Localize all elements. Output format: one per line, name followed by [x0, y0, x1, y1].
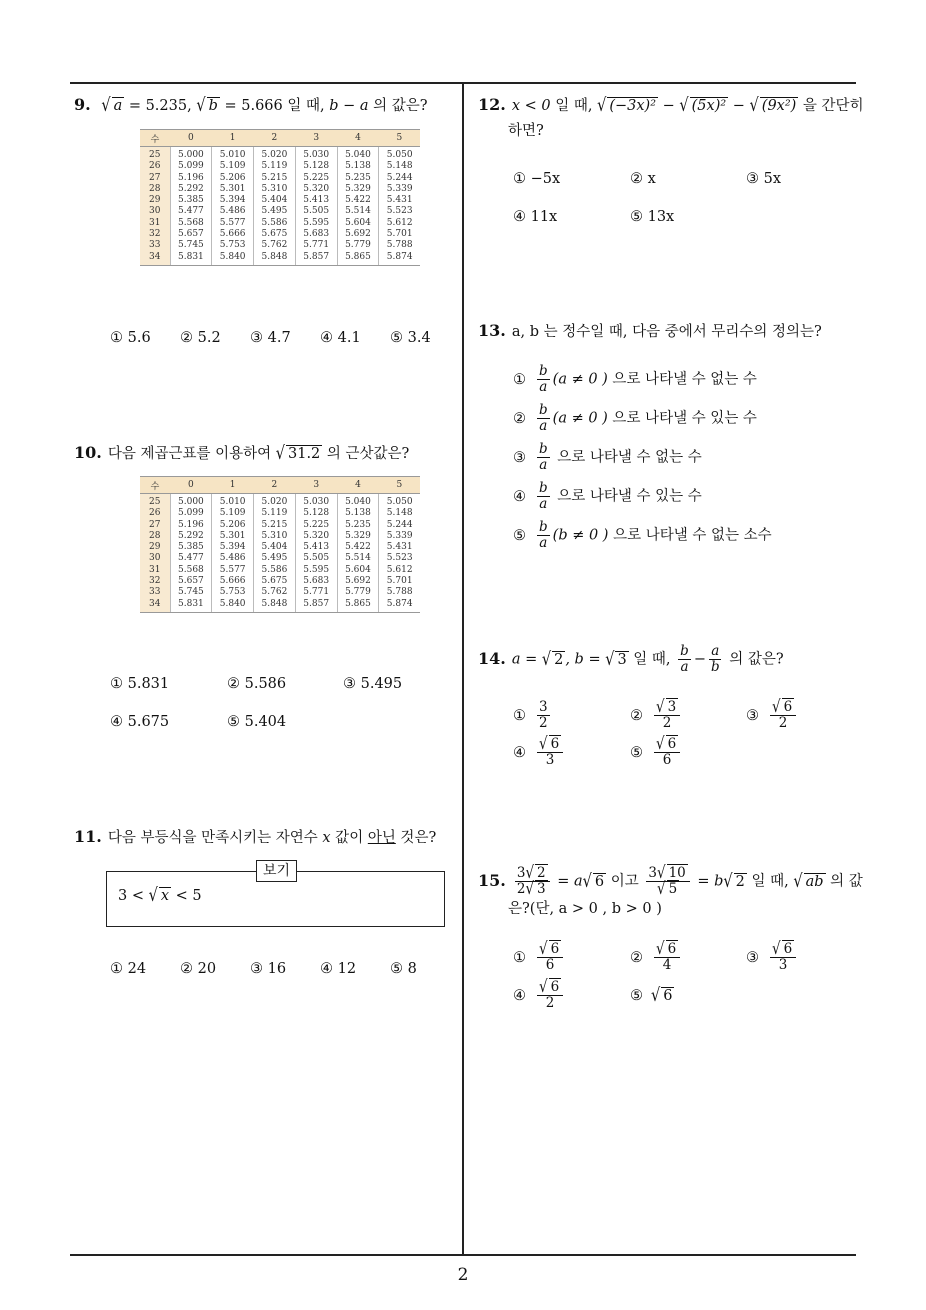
table-cell: 5.404	[254, 542, 296, 553]
fraction-b-over-a: $\frac{b}{a}$	[539, 402, 548, 434]
option-text: 으로 나타낼 수 있는 수	[607, 410, 757, 427]
table-cell: 5.604	[337, 218, 379, 229]
table-cell: 5.225	[295, 173, 337, 184]
table-cell: 5.595	[295, 218, 337, 229]
table-header-cell: 3	[295, 130, 337, 147]
table-cell: 5.771	[295, 587, 337, 598]
option-2: ② 5.2	[180, 330, 221, 346]
table-cell: 5.206	[212, 173, 254, 184]
table-cell: 5.320	[295, 531, 337, 542]
option-mark: ②	[630, 707, 643, 724]
question-number: 11.	[74, 827, 102, 846]
table-cell: 5.857	[295, 599, 337, 613]
bogi-label: 보기	[256, 860, 297, 882]
table-row-header: 31	[140, 218, 170, 229]
option-condition: (a ≠ 0 )	[552, 371, 608, 388]
fraction-b-over-a: $\frac{b}{a}$	[539, 363, 548, 395]
table-row	[140, 240, 420, 251]
table-cell: 5.339	[379, 531, 420, 542]
table-cell: 5.148	[379, 161, 420, 172]
option-condition: (b ≠ 0 )	[552, 527, 609, 544]
table-row-header: 28	[140, 184, 170, 195]
table-row-header: 33	[140, 587, 170, 598]
table-cell: 5.477	[170, 206, 212, 217]
table-cell: 5.206	[212, 520, 254, 531]
option-5: ⑤ 3.4	[390, 330, 431, 346]
table-cell: 5.138	[337, 161, 379, 172]
square-root-table	[140, 476, 420, 613]
table-cell: 5.477	[170, 553, 212, 564]
table-row	[140, 252, 420, 266]
question-12-line2: 하면?	[508, 123, 544, 139]
table-cell: 5.244	[379, 520, 420, 531]
table-cell: 5.831	[170, 252, 212, 266]
table-cell: 5.831	[170, 599, 212, 613]
option-fraction: $\frac{√ 6}{2}$	[770, 700, 796, 731]
table-cell: 5.514	[337, 553, 379, 564]
table-row-header: 33	[140, 240, 170, 251]
option-fraction: $\frac{√ 6}{3}$	[770, 942, 796, 973]
table-row	[140, 520, 420, 531]
table-cell: 5.577	[212, 565, 254, 576]
option-3	[746, 938, 799, 973]
table-cell: 5.148	[379, 508, 420, 519]
table-cell: 5.310	[254, 531, 296, 542]
table-cell: 5.745	[170, 587, 212, 598]
option-1: ① 24	[110, 961, 147, 977]
sqrt-31-2: √ 31.2	[275, 444, 321, 464]
table-cell: 5.413	[295, 542, 337, 553]
table-cell: 5.874	[379, 252, 420, 266]
table-row-header: 32	[140, 229, 170, 240]
option-fraction: $\frac{√ 3}{2}$	[654, 700, 680, 731]
option-5: ⑤ 13x	[630, 209, 675, 225]
option-2	[630, 696, 683, 731]
table-cell: 5.000	[170, 147, 212, 162]
table-cell: 5.762	[254, 240, 296, 251]
sqrt-a: √ a	[101, 96, 123, 116]
table-row-header: 34	[140, 599, 170, 613]
table-row	[140, 184, 420, 195]
table-cell: 5.612	[379, 218, 420, 229]
option-5: ⑤ 8	[390, 961, 417, 977]
option-mark: ②	[513, 410, 526, 427]
table-cell: 5.753	[212, 240, 254, 251]
table-cell: 5.119	[254, 161, 296, 172]
table-row-header: 25	[140, 147, 170, 162]
table-row	[140, 542, 420, 553]
table-cell: 5.320	[295, 184, 337, 195]
option-2: ② 20	[180, 961, 217, 977]
table-cell: 5.505	[295, 206, 337, 217]
table-row-header: 31	[140, 565, 170, 576]
table-cell: 5.788	[379, 587, 420, 598]
table-cell: 5.138	[337, 508, 379, 519]
option-mark: ③	[746, 949, 759, 966]
question-number: 14.	[478, 648, 506, 668]
table-cell: 5.692	[337, 229, 379, 240]
table-header-cell: 5	[379, 477, 420, 494]
table-cell: 5.119	[254, 508, 296, 519]
table-cell: 5.225	[295, 520, 337, 531]
table-row-header: 32	[140, 576, 170, 587]
option-4	[513, 481, 702, 512]
table-cell: 5.848	[254, 599, 296, 613]
table-header-cell: 2	[254, 477, 296, 494]
option-1: ① 5.6	[110, 330, 151, 346]
table-row-header: 27	[140, 173, 170, 184]
table-cell: 5.701	[379, 229, 420, 240]
option-mark: ①	[513, 707, 526, 724]
table-row	[140, 229, 420, 240]
table-cell: 5.050	[379, 494, 420, 509]
option-mark: ①	[513, 949, 526, 966]
table-cell: 5.857	[295, 252, 337, 266]
table-row-header: 34	[140, 252, 170, 266]
option-fraction: $\frac{√ 6}{6}$	[537, 942, 563, 973]
table-cell: 5.030	[295, 147, 337, 162]
question-14: 14. a = √ 2 , b = √ 3 일 때, $\frac{b}{a}$ − $\frac{a}{b}$ 의 값은?	[478, 643, 784, 675]
table-row	[140, 508, 420, 519]
table-cell: 5.568	[170, 565, 212, 576]
table-cell: 5.745	[170, 240, 212, 251]
table-cell: 5.523	[379, 553, 420, 564]
option-text: 으로 나타낼 수 없는 수	[552, 449, 702, 466]
table-cell: 5.840	[212, 599, 254, 613]
table-header-cell: 1	[212, 477, 254, 494]
option-mark: ①	[513, 371, 526, 388]
option-4: ④ 11x	[513, 209, 558, 225]
option-mark: ③	[746, 707, 759, 724]
table-cell: 5.675	[254, 229, 296, 240]
table-row-header: 27	[140, 520, 170, 531]
table-cell: 5.771	[295, 240, 337, 251]
table-row-header: 29	[140, 542, 170, 553]
table-row	[140, 576, 420, 587]
question-number: 9.	[74, 95, 91, 114]
question-9: 9. √ a = 5.235, √ b = 5.666 일 때, b − a 의 값은?	[74, 95, 428, 116]
option-text: 으로 나타낼 수 없는 소수	[608, 527, 772, 544]
option-fraction: $\frac{√ 6}{6}$	[654, 737, 680, 768]
table-cell: 5.422	[337, 542, 379, 553]
option-3: ③ 4.7	[250, 330, 291, 346]
table-cell: 5.040	[337, 147, 379, 162]
table-cell: 5.431	[379, 542, 420, 553]
table-cell: 5.385	[170, 542, 212, 553]
table-row	[140, 494, 420, 509]
option-mark: ④	[513, 987, 526, 1004]
option-1	[513, 700, 553, 731]
option-mark: ⑤	[513, 527, 526, 544]
table-cell: 5.422	[337, 195, 379, 206]
option-text: 으로 나타낼 수 있는 수	[552, 488, 702, 505]
option-1	[513, 938, 566, 973]
table-cell: 5.339	[379, 184, 420, 195]
fraction-b-over-a: $\frac{b}{a}$	[539, 480, 548, 512]
table-row	[140, 173, 420, 184]
table-header-cell: 0	[170, 130, 212, 147]
fraction-b-over-a: $\frac{b}{a}$	[539, 519, 548, 551]
table-row	[140, 565, 420, 576]
table-cell: 5.109	[212, 508, 254, 519]
table-row	[140, 599, 420, 613]
table-cell: 5.595	[295, 565, 337, 576]
option-1: ① 5.831	[110, 676, 170, 692]
table-cell: 5.612	[379, 565, 420, 576]
table-cell: 5.020	[254, 494, 296, 509]
table-cell: 5.109	[212, 161, 254, 172]
table-cell: 5.568	[170, 218, 212, 229]
table-header-cell: 1	[212, 130, 254, 147]
table-cell: 5.865	[337, 252, 379, 266]
column-divider	[462, 82, 464, 1256]
option-text: 으로 나타낼 수 없는 수	[607, 371, 757, 388]
table-cell: 5.848	[254, 252, 296, 266]
table-cell: 5.788	[379, 240, 420, 251]
option-fraction: $\frac{√ 6}{3}$	[537, 737, 563, 768]
table-cell: 5.779	[337, 240, 379, 251]
table-header-cell: 5	[379, 130, 420, 147]
table-cell: 5.779	[337, 587, 379, 598]
table-cell: 5.301	[212, 184, 254, 195]
option-3: ③ 5.495	[343, 676, 403, 692]
table-cell: 5.244	[379, 173, 420, 184]
table-header-cell: 수	[140, 477, 170, 494]
option-mark: ③	[513, 449, 526, 466]
table-cell: 5.010	[212, 147, 254, 162]
option-fraction: $\frac{√ 6}{4}$	[654, 942, 680, 973]
option-5	[630, 733, 683, 768]
table-cell: 5.010	[212, 494, 254, 509]
table-row-header: 25	[140, 494, 170, 509]
table-cell: 5.683	[295, 229, 337, 240]
table-cell: 5.666	[212, 229, 254, 240]
table-cell: 5.692	[337, 576, 379, 587]
table-cell: 5.215	[254, 173, 296, 184]
table-cell: 5.874	[379, 599, 420, 613]
table-row	[140, 161, 420, 172]
question-15: 15. $\frac{3√ 2}{2√ 3}$ = a√ 6 이고 $\frac{3√ 10}{√ 5}$ = b√ 2 일 때, √ ab 의 값	[478, 862, 863, 899]
table-header-cell: 수	[140, 130, 170, 147]
fraction-b-over-a: $\frac{b}{a}$	[539, 441, 548, 473]
option-fraction: $\frac{√ 6}{2}$	[537, 980, 563, 1011]
option-2	[513, 403, 757, 434]
question-12: 12. x < 0 일 때, √ (−3x)² − √ (5x)² − √ (9x²) 을 간단히	[478, 95, 864, 116]
table-cell: 5.099	[170, 161, 212, 172]
option-3	[746, 696, 799, 731]
option-mark: ⑤	[630, 744, 643, 761]
table-cell: 5.385	[170, 195, 212, 206]
table-cell: 5.215	[254, 520, 296, 531]
option-5	[513, 520, 772, 551]
option-4: ④ 12	[320, 961, 357, 977]
table-cell: 5.329	[337, 184, 379, 195]
table-cell: 5.431	[379, 195, 420, 206]
option-1: ① −5x	[513, 171, 561, 187]
table-cell: 5.394	[212, 195, 254, 206]
option-fraction: $\frac{3}{2}$	[539, 699, 548, 731]
table-cell: 5.604	[337, 565, 379, 576]
sqrt-b: √ b	[196, 96, 218, 116]
table-cell: 5.128	[295, 508, 337, 519]
table-cell: 5.099	[170, 508, 212, 519]
table-cell: 5.753	[212, 587, 254, 598]
table-cell: 5.701	[379, 576, 420, 587]
table-row	[140, 553, 420, 564]
bogi-inequality: 3 < √ x < 5	[118, 886, 202, 906]
table-header-cell: 4	[337, 477, 379, 494]
option-5: ⑤ √ 6	[630, 986, 673, 1006]
option-5: ⑤ 5.404	[227, 714, 287, 730]
table-cell: 5.404	[254, 195, 296, 206]
table-cell: 5.050	[379, 147, 420, 162]
table-cell: 5.235	[337, 173, 379, 184]
table-cell: 5.394	[212, 542, 254, 553]
option-4	[513, 976, 566, 1011]
table-row	[140, 147, 420, 162]
page-number: 2	[457, 1265, 469, 1285]
table-cell: 5.495	[254, 553, 296, 564]
option-4: ④ 4.1	[320, 330, 361, 346]
question-number: 12.	[478, 95, 506, 114]
table-cell: 5.486	[212, 206, 254, 217]
table-cell: 5.675	[254, 576, 296, 587]
table-cell: 5.329	[337, 531, 379, 542]
table-header-cell: 2	[254, 130, 296, 147]
table-row-header: 29	[140, 195, 170, 206]
question-10: 10. 다음 제곱근표를 이용하여 √ 31.2 의 근삿값은?	[74, 443, 410, 464]
question-number: 10.	[74, 443, 102, 462]
option-mark: ②	[630, 949, 643, 966]
table-row-header: 26	[140, 161, 170, 172]
table-cell: 5.586	[254, 565, 296, 576]
table-cell: 5.292	[170, 184, 212, 195]
table-cell: 5.683	[295, 576, 337, 587]
table-cell: 5.235	[337, 520, 379, 531]
table-cell: 5.020	[254, 147, 296, 162]
table-row-header: 26	[140, 508, 170, 519]
table-cell: 5.040	[337, 494, 379, 509]
table-cell: 5.128	[295, 161, 337, 172]
table-cell: 5.301	[212, 531, 254, 542]
table-cell: 5.865	[337, 599, 379, 613]
table-row	[140, 206, 420, 217]
option-2	[630, 938, 683, 973]
table-cell: 5.000	[170, 494, 212, 509]
table-cell: 5.586	[254, 218, 296, 229]
bottom-rule	[70, 1254, 856, 1256]
table-cell: 5.292	[170, 531, 212, 542]
table-cell: 5.657	[170, 229, 212, 240]
table-header-cell: 4	[337, 130, 379, 147]
table-cell: 5.196	[170, 173, 212, 184]
option-mark: ④	[513, 744, 526, 761]
question-number: 13.	[478, 321, 506, 340]
option-2: ② 5.586	[227, 676, 287, 692]
square-root-table	[140, 129, 420, 266]
table-cell: 5.666	[212, 576, 254, 587]
option-3: ③ 5x	[746, 171, 782, 187]
table-cell: 5.505	[295, 553, 337, 564]
option-mark: ⑤	[630, 988, 643, 1004]
table-cell: 5.840	[212, 252, 254, 266]
table-cell: 5.486	[212, 553, 254, 564]
option-2: ② x	[630, 171, 656, 187]
question-number: 15.	[478, 870, 506, 890]
table-row	[140, 218, 420, 229]
table-cell: 5.577	[212, 218, 254, 229]
table-row-header: 30	[140, 206, 170, 217]
table-row	[140, 195, 420, 206]
option-4: ④ 5.675	[110, 714, 170, 730]
option-condition: (a ≠ 0 )	[552, 410, 608, 427]
option-mark: ④	[513, 488, 526, 505]
question-15-line2: 은?(단, a > 0 , b > 0 )	[508, 901, 662, 917]
table-cell: 5.762	[254, 587, 296, 598]
table-row-header: 28	[140, 531, 170, 542]
table-header-cell: 0	[170, 477, 212, 494]
table-cell: 5.413	[295, 195, 337, 206]
table-cell: 5.196	[170, 520, 212, 531]
option-1	[513, 364, 757, 395]
option-4	[513, 733, 566, 768]
table-cell: 5.495	[254, 206, 296, 217]
table-cell: 5.030	[295, 494, 337, 509]
table-row	[140, 531, 420, 542]
table-row	[140, 587, 420, 598]
option-3: ③ 16	[250, 961, 287, 977]
table-row-header: 30	[140, 553, 170, 564]
table-cell: 5.523	[379, 206, 420, 217]
table-cell: 5.657	[170, 576, 212, 587]
option-3	[513, 442, 702, 473]
table-cell: 5.310	[254, 184, 296, 195]
table-cell: 5.514	[337, 206, 379, 217]
question-13: 13. a, b 는 정수일 때, 다음 중에서 무리수의 정의는?	[478, 321, 822, 340]
question-11: 11. 다음 부등식을 만족시키는 자연수 x 값이 아닌 것은?	[74, 827, 437, 846]
table-header-cell: 3	[295, 477, 337, 494]
